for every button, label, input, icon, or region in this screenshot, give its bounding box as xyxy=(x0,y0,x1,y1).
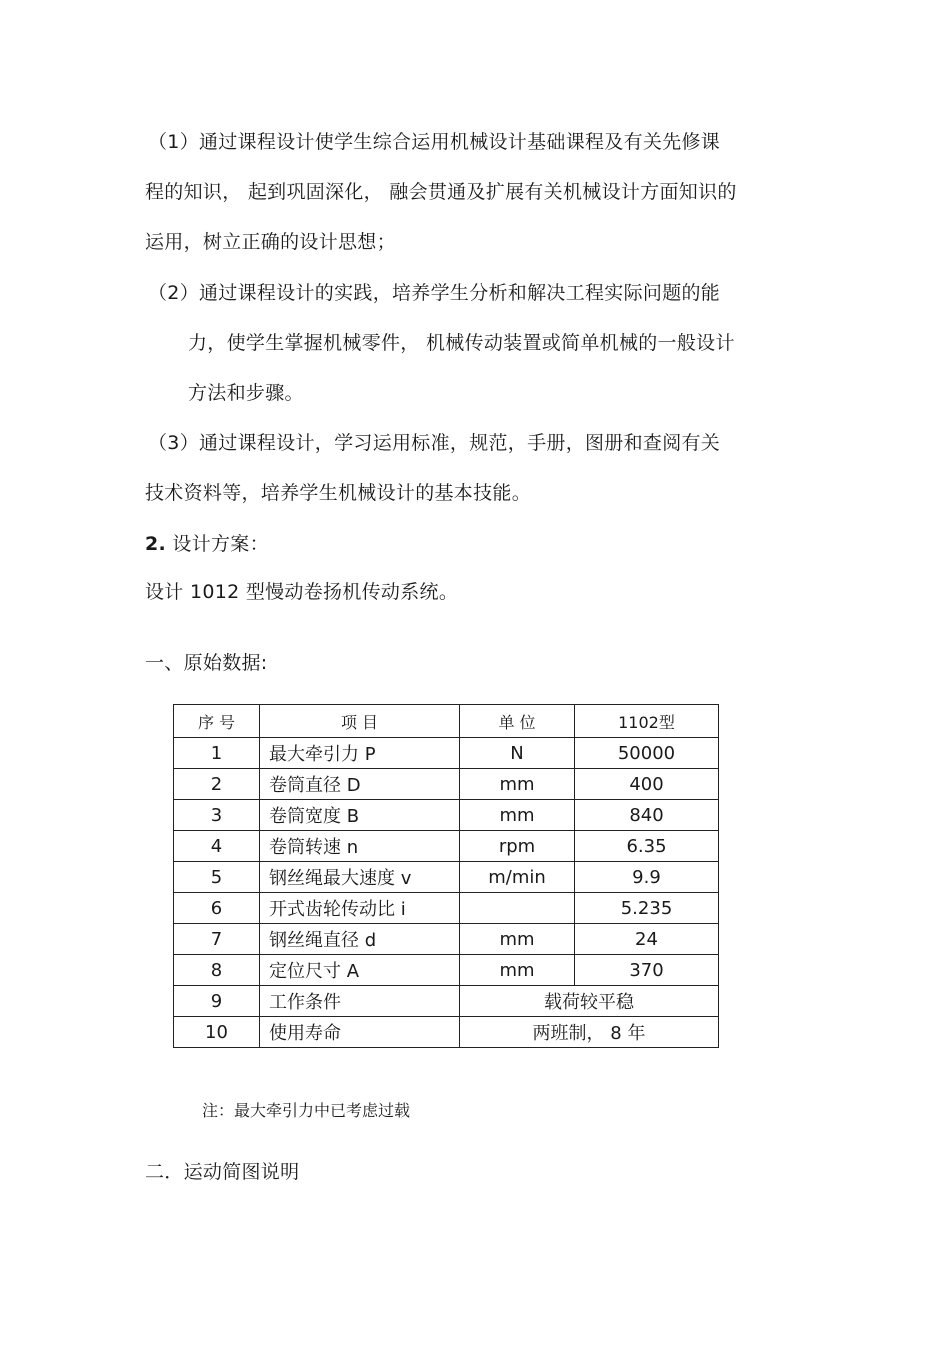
raw-data-heading: 一、原始数据: xyxy=(145,652,268,674)
table-row xyxy=(174,769,719,800)
cell-unit xyxy=(460,893,575,924)
cell-value: 24 xyxy=(575,924,719,955)
cell-unit: m/min xyxy=(460,862,575,893)
cell-no: 3 xyxy=(174,800,260,831)
objective-1-line-2: 程的知识， 起到巩固深化， 融会贯通及扩展有关机械设计方面知识的 xyxy=(145,181,737,203)
cell-merged-value: 载荷较平稳 xyxy=(460,986,719,1017)
raw-data-table xyxy=(173,704,719,1048)
table-row xyxy=(174,738,719,769)
cell-unit: rpm xyxy=(460,831,575,862)
cell-no: 2 xyxy=(174,769,260,800)
section-2-title: 设计方案： xyxy=(172,533,269,555)
cell-value: 5.235 xyxy=(575,893,719,924)
cell-unit: mm xyxy=(460,955,575,986)
section-2-number: 2. xyxy=(145,533,167,555)
cell-no: 5 xyxy=(174,862,260,893)
objective-2-line-2: 力，使学生掌握机械零件， 机械传动装置或简单机械的一般设计 xyxy=(188,332,735,354)
cell-item: 卷筒宽度 B xyxy=(260,800,460,831)
table-row xyxy=(174,924,719,955)
cell-no: 7 xyxy=(174,924,260,955)
cell-unit: mm xyxy=(460,800,575,831)
cell-no: 4 xyxy=(174,831,260,862)
cell-item: 工作条件 xyxy=(260,986,460,1017)
cell-item: 卷筒转速 n xyxy=(260,831,460,862)
table-row xyxy=(174,862,719,893)
cell-item: 使用寿命 xyxy=(260,1017,460,1048)
cell-no: 10 xyxy=(174,1017,260,1048)
section-2-heading xyxy=(145,532,269,556)
cell-no: 9 xyxy=(174,986,260,1017)
objective-3-line-2: 技术资料等，培养学生机械设计的基本技能。 xyxy=(145,482,532,504)
cell-no: 1 xyxy=(174,738,260,769)
table-row xyxy=(174,800,719,831)
table-row xyxy=(174,1017,719,1048)
table-row xyxy=(174,893,719,924)
table-header-row xyxy=(174,705,719,738)
cell-item: 开式齿轮传动比 i xyxy=(260,893,460,924)
cell-merged-value: 两班制， 8 年 xyxy=(460,1017,719,1048)
header-unit: 单 位 xyxy=(460,705,575,738)
table-note: 注：最大牵引力中已考虑过载 xyxy=(202,1101,411,1120)
cell-item: 卷筒直径 D xyxy=(260,769,460,800)
table-row xyxy=(174,986,719,1017)
objective-2-line-1: （2）通过课程设计的实践，培养学生分析和解决工程实际问题的能 xyxy=(148,282,721,304)
cell-item: 钢丝绳直径 d xyxy=(260,924,460,955)
cell-item: 钢丝绳最大速度 v xyxy=(260,862,460,893)
table-row xyxy=(174,955,719,986)
header-no: 序 号 xyxy=(174,705,260,738)
cell-item: 最大牵引力 P xyxy=(260,738,460,769)
objective-1-line-1: （1）通过课程设计使学生综合运用机械设计基础课程及有关先修课 xyxy=(148,131,721,153)
table-row xyxy=(174,831,719,862)
cell-unit: mm xyxy=(460,924,575,955)
cell-value: 840 xyxy=(575,800,719,831)
cell-no: 6 xyxy=(174,893,260,924)
cell-unit: N xyxy=(460,738,575,769)
objective-1-line-3: 运用，树立正确的设计思想； xyxy=(145,231,396,253)
motion-diagram-heading: 二．运动简图说明 xyxy=(145,1161,300,1183)
header-item: 项 目 xyxy=(260,705,460,738)
cell-no: 8 xyxy=(174,955,260,986)
cell-value: 9.9 xyxy=(575,862,719,893)
objective-2-line-3: 方法和步骤。 xyxy=(188,382,304,404)
cell-value: 50000 xyxy=(575,738,719,769)
cell-value: 6.35 xyxy=(575,831,719,862)
design-scheme-text: 设计 1012 型慢动卷扬机传动系统。 xyxy=(145,581,459,603)
cell-unit: mm xyxy=(460,769,575,800)
cell-value: 370 xyxy=(575,955,719,986)
cell-item: 定位尺寸 A xyxy=(260,955,460,986)
objective-3-line-1: （3）通过课程设计，学习运用标准，规范，手册，图册和查阅有关 xyxy=(148,432,721,454)
header-model: 1102型 xyxy=(575,705,719,738)
cell-value: 400 xyxy=(575,769,719,800)
